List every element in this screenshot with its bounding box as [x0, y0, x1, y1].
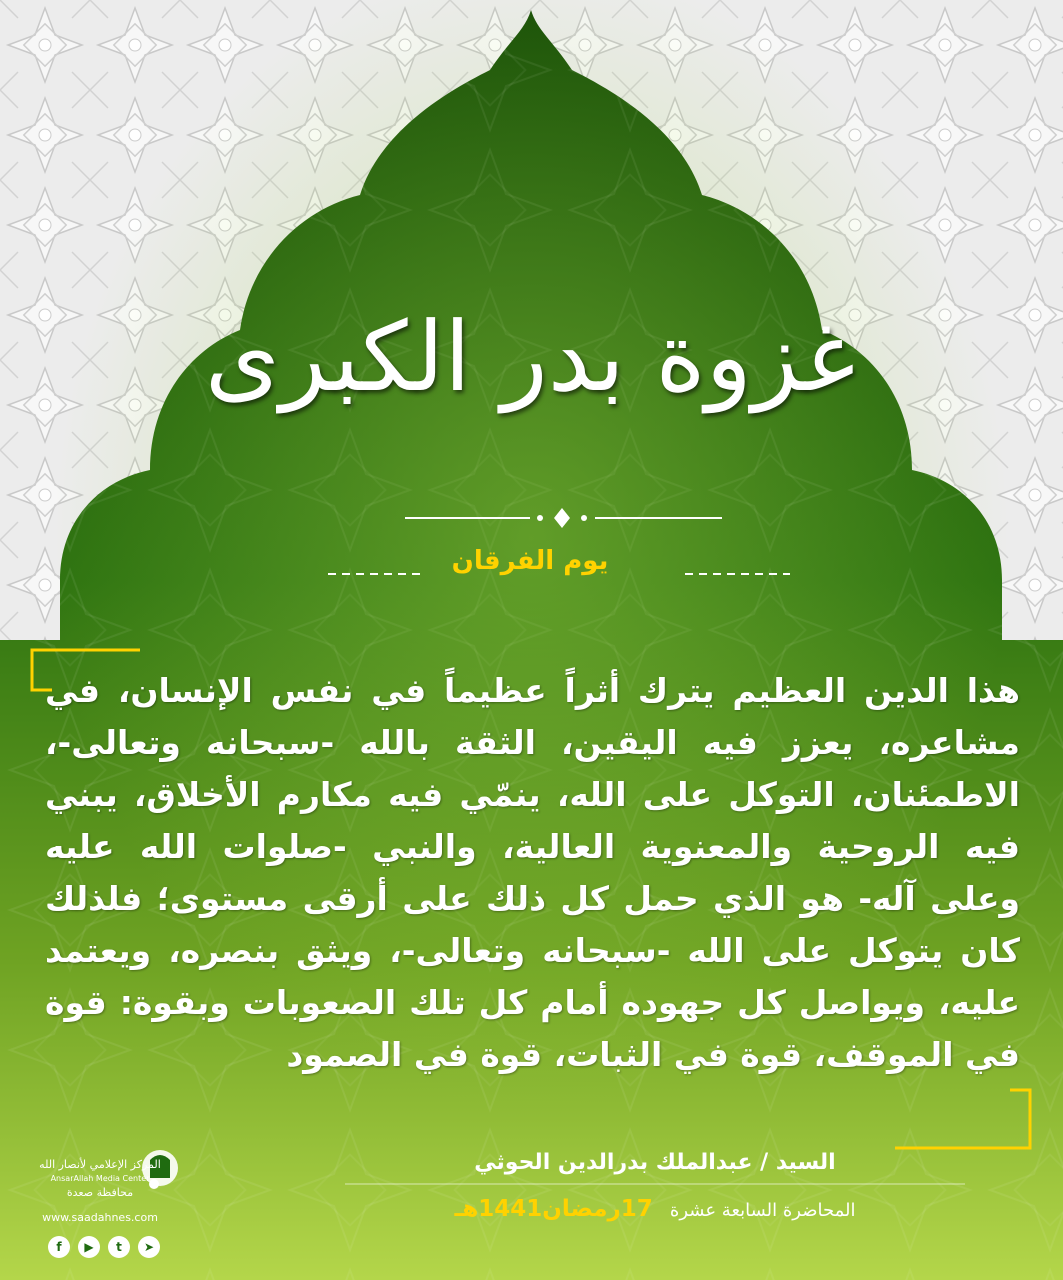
- page-title: غزوة بدر الكبرى: [204, 301, 856, 413]
- lecture-label: المحاضرة السابعة عشرة: [669, 1200, 856, 1221]
- lecture-date: 17رمضان1441هـ: [454, 1196, 653, 1222]
- org-region: محافظة صعدة: [66, 1186, 134, 1199]
- telegram-icon[interactable]: ➤: [138, 1236, 160, 1258]
- org-name-english: AnsarAllah Media Center: [50, 1174, 150, 1183]
- subtitle: يوم الفرقان: [451, 546, 609, 576]
- lecture-info: [330, 1196, 980, 1222]
- facebook-icon[interactable]: f: [48, 1236, 70, 1258]
- org-name-arabic: المركز الإعلامي لأنصار الله: [39, 1158, 161, 1171]
- speaker-name: السيد / عبدالملك بدرالدين الحوثي: [474, 1150, 836, 1175]
- quote-body-text: هذا الدين العظيم يترك أثراً عظيماً في نفس الإنسان، في مشاعره، يعزز فيه اليقين، الثقة بالله -سبحانه وتعالى-، الاطمئنان، التوكل على الله، ينمّي فيه مكارم الأخلاق، يبني فيه الروحية والمعنوية العالية، والنبي -صلوات الله عليه وعلى آله- هو الذي حمل كل ذلك على أرقى مستوى؛ فلذلك كان يتوكل على الله -سبحانه وتعالى-، ويثق بنصره، ويعتمد عليه، ويواصل كل جهوده أمام كل تلك الصعوبات وبقوة: قوة في الموقف، قوة في الثبات، قوة في الصمود: [45, 671, 1020, 1074]
- website-link[interactable]: www.saadahnes.com: [42, 1211, 158, 1224]
- twitter-icon[interactable]: t: [108, 1236, 130, 1258]
- youtube-icon[interactable]: ▶: [78, 1236, 100, 1258]
